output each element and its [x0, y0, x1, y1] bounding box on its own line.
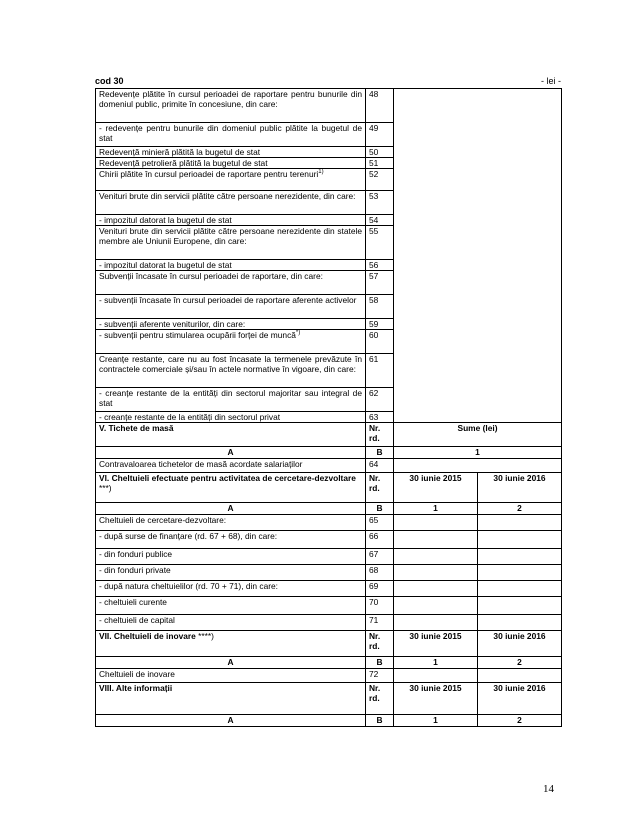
section-title: [96, 631, 366, 657]
col-header-2016: 30 iunie 2016: [478, 631, 562, 657]
row-number: 48: [366, 89, 394, 123]
row-number: 71: [366, 615, 394, 631]
row-number: 68: [366, 565, 394, 581]
value-cell: [394, 581, 478, 597]
row-number: 67: [366, 549, 394, 565]
row-label-text: Chirii plătite în cursul perioadei de raportare pentru terenuri: [99, 169, 319, 179]
value-cell: [478, 565, 562, 581]
value-cell: [394, 459, 562, 473]
row-label: Redevențe plătite în cursul perioadei de raportare pentru bunurile din domeniul public, primite în concesiune, din care:: [96, 89, 366, 123]
row-number: 63: [366, 412, 394, 423]
row-number: 55: [366, 226, 394, 260]
row-label: - creanțe restante de la entități din sectorul privat: [96, 412, 366, 423]
table-row: [96, 565, 562, 581]
row-number: 62: [366, 388, 394, 412]
row-label: - creanțe restante de la entități din sectorul majoritar sau integral de stat: [96, 388, 366, 412]
row-label: Venituri brute din servicii plătite către persoane nerezidente din statele membre ale Uniunii Europene, din care:: [96, 226, 366, 260]
col-b: B: [366, 503, 394, 515]
col-1: 1: [394, 715, 478, 727]
row-label: - impozitul datorat la bugetul de stat: [96, 215, 366, 226]
col-header-2016: 30 iunie 2016: [478, 683, 562, 715]
col-b: B: [366, 715, 394, 727]
footnote-mark: *): [295, 330, 301, 337]
row-number: 59: [366, 319, 394, 330]
col-1: 1: [394, 447, 562, 459]
section-title: VIII. Alte informații: [96, 683, 366, 715]
row-label: Subvenții încasate în cursul perioadei de raportare, din care:: [96, 271, 366, 295]
section-title-text: VI. Cheltuieli efectuate pentru activitatea de cercetare-dezvoltare: [99, 473, 356, 483]
row-number: 72: [366, 669, 394, 683]
section-title: [96, 473, 366, 503]
row-label: - subvenții încasate în cursul perioadei de raportare aferente activelor: [96, 295, 366, 319]
column-index-row: [96, 715, 562, 727]
col-header-2015: 30 iunie 2015: [394, 473, 478, 503]
empty-value-cells: [394, 89, 562, 423]
col-1: 1: [394, 503, 478, 515]
column-index-row: [96, 447, 562, 459]
row-number: 54: [366, 215, 394, 226]
row-label: - redevențe pentru bunurile din domeniul public plătite la bugetul de stat: [96, 123, 366, 147]
row-label: - subvenții aferente veniturilor, din care:: [96, 319, 366, 330]
col-b: B: [366, 657, 394, 669]
form-header: [95, 76, 561, 88]
page-number: 14: [543, 783, 554, 795]
value-cell: [478, 531, 562, 549]
row-number: 53: [366, 191, 394, 215]
row-label: - din fonduri private: [96, 565, 366, 581]
section-header-viii: [96, 683, 562, 715]
row-number: 64: [366, 459, 394, 473]
col-b: B: [366, 447, 394, 459]
table-row: [96, 615, 562, 631]
table-row: [96, 597, 562, 615]
value-cell: [478, 515, 562, 531]
value-cell: [394, 669, 478, 683]
col-header-2016: 30 iunie 2016: [478, 473, 562, 503]
row-label: Contravaloarea tichetelor de masă acordate salariaților: [96, 459, 366, 473]
row-number: 51: [366, 158, 394, 169]
row-label: [96, 330, 366, 354]
nr-rd-label: Nr. rd.: [366, 683, 394, 715]
col-header-2015: 30 iunie 2015: [394, 683, 478, 715]
row-label: - cheltuieli de capital: [96, 615, 366, 631]
col-2: 2: [478, 657, 562, 669]
table-row: [96, 581, 562, 597]
row-number: 69: [366, 581, 394, 597]
row-number: 60: [366, 330, 394, 354]
table-row: [96, 669, 562, 683]
section-header-vii: [96, 631, 562, 657]
row-label: Redevență petrolieră plătită la bugetul de stat: [96, 158, 366, 169]
row-number: 58: [366, 295, 394, 319]
form-code: cod 30: [95, 76, 124, 86]
section-title-text: VII. Cheltuieli de inovare: [99, 631, 196, 641]
value-cell: [478, 581, 562, 597]
value-cell: [478, 669, 562, 683]
row-label: Creanțe restante, care nu au fost încasate la termenele prevăzute în contractele comerciale și/sau în actele normative în vigoare, din care:: [96, 354, 366, 388]
row-number: 50: [366, 147, 394, 158]
value-cell: [478, 549, 562, 565]
row-label: Venituri brute din servicii plătite către persoane nerezidente, din care:: [96, 191, 366, 215]
row-label: Cheltuieli de inovare: [96, 669, 366, 683]
value-cell: [394, 597, 478, 615]
row-number: 70: [366, 597, 394, 615]
col-2: 2: [478, 503, 562, 515]
row-number: 61: [366, 354, 394, 388]
nr-rd-label: Nr. rd.: [366, 631, 394, 657]
value-cell: [478, 615, 562, 631]
row-number: 52: [366, 169, 394, 191]
value-cell: [478, 597, 562, 615]
value-cell: [394, 549, 478, 565]
table-row: [96, 515, 562, 531]
row-number: 56: [366, 260, 394, 271]
row-label: - cheltuieli curente: [96, 597, 366, 615]
col-a: A: [96, 657, 366, 669]
row-label: Cheltuieli de cercetare-dezvoltare:: [96, 515, 366, 531]
table-row: [96, 531, 562, 549]
table-row: [96, 89, 562, 123]
col-header-2015: 30 iunie 2015: [394, 631, 478, 657]
col-a: A: [96, 447, 366, 459]
row-number: 65: [366, 515, 394, 531]
col-a: A: [96, 715, 366, 727]
row-label: - după natura cheltuielilor (rd. 70 + 71), din care:: [96, 581, 366, 597]
table-row: [96, 549, 562, 565]
row-label: [96, 169, 366, 191]
section-header-v: [96, 423, 562, 447]
section-title: V. Tichete de masă: [96, 423, 366, 447]
footnote-mark: 1): [318, 169, 324, 176]
row-label: Redevență minieră plătită la bugetul de stat: [96, 147, 366, 158]
row-label: - din fonduri publice: [96, 549, 366, 565]
row-number: 49: [366, 123, 394, 147]
nr-rd-label: Nr. rd.: [366, 423, 394, 447]
form-table: [95, 88, 562, 727]
value-cell: [394, 515, 478, 531]
row-number: 57: [366, 271, 394, 295]
table-row: [96, 459, 562, 473]
col-2: 2: [478, 715, 562, 727]
value-cell: [394, 531, 478, 549]
column-index-row: [96, 657, 562, 669]
sums-label: Sume (lei): [394, 423, 562, 447]
nr-rd-label: Nr. rd.: [366, 473, 394, 503]
col-a: A: [96, 503, 366, 515]
value-cell: [394, 615, 478, 631]
footnote-mark: ****): [198, 631, 214, 641]
row-label: - impozitul datorat la bugetul de stat: [96, 260, 366, 271]
section-header-vi: [96, 473, 562, 503]
footnote-mark: ***): [99, 483, 112, 493]
col-1: 1: [394, 657, 478, 669]
column-index-row: [96, 503, 562, 515]
row-number: 66: [366, 531, 394, 549]
value-cell: [394, 565, 478, 581]
currency-unit: - lei -: [541, 76, 561, 86]
row-label-text: - subvenții pentru stimularea ocupării forței de muncă: [99, 330, 296, 340]
row-label: - după surse de finanțare (rd. 67 + 68), din care:: [96, 531, 366, 549]
